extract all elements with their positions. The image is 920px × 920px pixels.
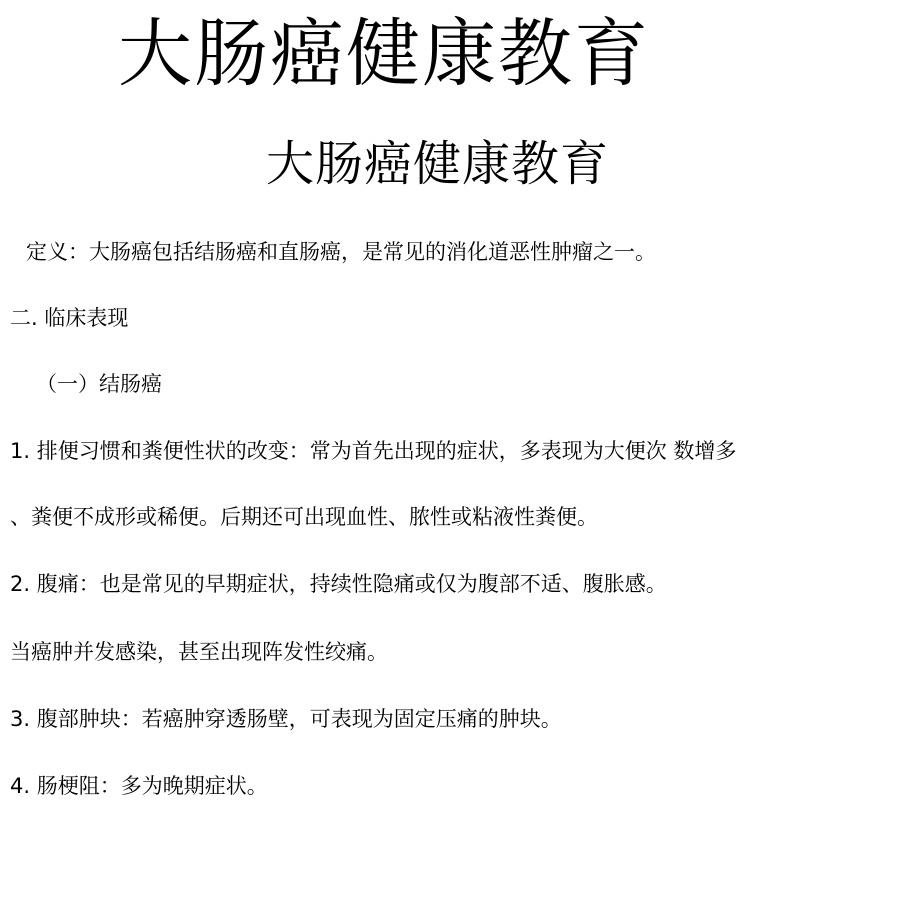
section-heading: 二. 临床表现 [10,306,129,330]
list-item-4: 4. 肠梗阻：多为晚期症状。 [10,774,268,798]
list-item-1-line-2: 、粪便不成形或稀便。后期还可出现血性、脓性或粘液性粪便。 [10,505,598,529]
subsection-heading: （一）结肠癌 [36,372,162,396]
list-item-2-line-2: 当癌肿并发感染，甚至出现阵发性绞痛。 [10,640,388,664]
definition-paragraph: 定义：大肠癌包括结肠癌和直肠癌，是常见的消化道恶性肿瘤之一。 [26,240,656,264]
list-item-3: 3. 腹部肿块：若癌肿穿透肠壁，可表现为固定压痛的肿块。 [10,707,562,731]
document-title: 大肠癌健康教育 [118,11,650,97]
list-item-1-line-1: 1. 排便习惯和粪便性状的改变：常为首先出现的症状，多表现为大便次 数增多 [10,439,737,463]
list-item-2-line-1: 2. 腹痛：也是常见的早期症状，持续性隐痛或仅为腹部不适、腹胀感。 [10,572,667,596]
document-subtitle: 大肠癌健康教育 [266,136,610,192]
